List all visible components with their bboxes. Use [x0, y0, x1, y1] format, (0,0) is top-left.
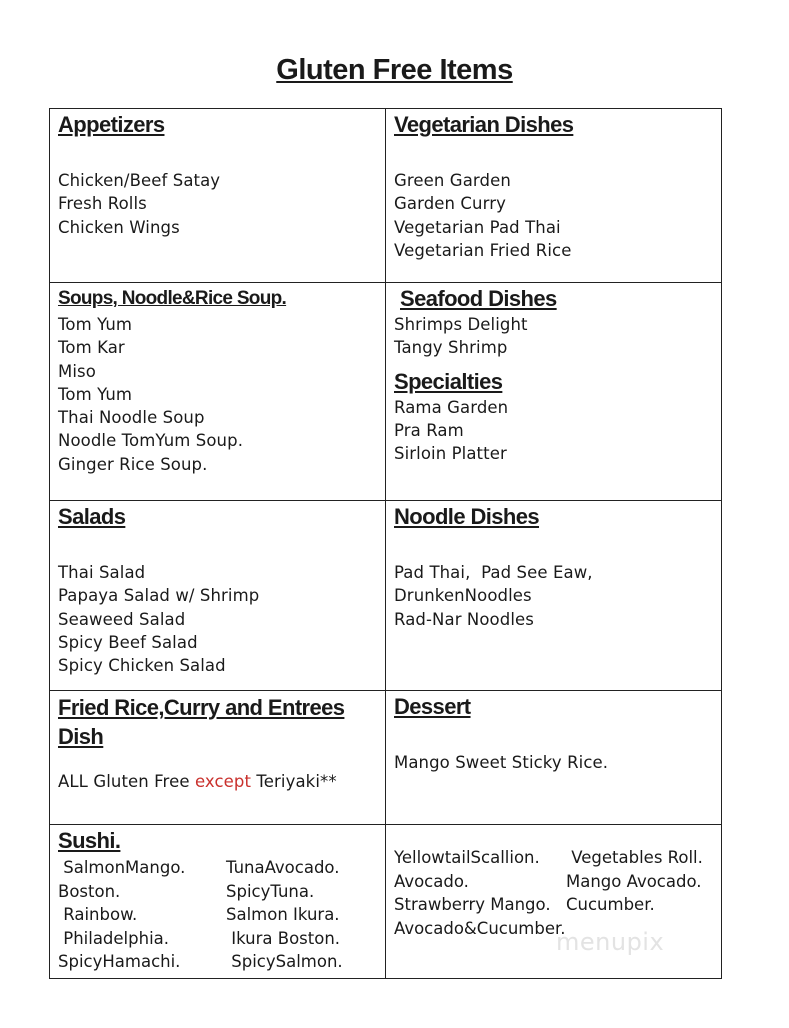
list-item: Cucumber. — [566, 895, 655, 914]
sushi-right-cell — [386, 825, 722, 979]
list-item: Rad-Nar Noodles — [394, 609, 534, 629]
list-item: Tom Kar — [58, 338, 125, 358]
list-item: Avocado&Cucumber. — [394, 918, 566, 938]
vegetarian-cell — [386, 109, 722, 283]
appetizers-heading: Appetizers — [58, 112, 165, 137]
fried-rice-cell — [50, 691, 386, 825]
list-item: Mango Avocado. — [566, 871, 702, 891]
salads-list — [58, 561, 385, 677]
page-title: Gluten Free Items — [276, 54, 513, 86]
list-item: DrunkenNoodles — [394, 586, 532, 606]
list-item: Chicken/Beef Satay — [58, 171, 221, 190]
note-prefix: ALL Gluten Free — [58, 772, 195, 791]
vegetarian-list — [394, 169, 721, 262]
note-suffix: Teriyaki** — [251, 772, 337, 791]
specialties-heading: Specialties — [394, 368, 503, 394]
list-item: Ginger Rice Soup. — [58, 454, 208, 474]
list-item: Strawberry Mango. — [394, 895, 551, 914]
list-item: Tangy Shrimp — [394, 338, 508, 358]
list-item: Papaya Salad w/ Shrimp — [58, 586, 260, 606]
list-item: Shrimps Delight — [394, 315, 528, 334]
list-item: Noodle TomYum Soup. — [58, 431, 244, 451]
noodles-cell — [386, 501, 722, 691]
list-item: Avocado. — [394, 871, 469, 891]
list-item: Vegetables Roll. — [566, 848, 703, 867]
list-item: Rainbow. — [58, 905, 138, 924]
list-item: Chicken Wings — [58, 217, 180, 237]
specialties-list — [394, 396, 721, 466]
list-item: TunaAvocado. — [226, 858, 340, 877]
list-item: Seaweed Salad — [58, 609, 186, 629]
list-item: Green Garden — [394, 171, 511, 190]
soups-cell — [50, 283, 386, 501]
list-item: Spicy Chicken Salad — [58, 656, 226, 676]
sushi-cell — [50, 825, 386, 979]
fried-rice-heading: Fried Rice,Curry and Entrees Dish — [58, 695, 345, 749]
list-item: Thai Salad — [58, 563, 146, 582]
seafood-heading: Seafood Dishes — [400, 286, 557, 311]
list-item: YellowtailScallion. — [394, 848, 540, 867]
list-item: Boston. — [58, 881, 121, 901]
sushi-col-c — [394, 846, 566, 940]
list-item: Fresh Rolls — [58, 194, 147, 214]
salads-cell — [50, 501, 386, 691]
list-item: Pad Thai, Pad See Eaw, — [394, 563, 593, 582]
salads-heading: Salads — [58, 504, 126, 529]
sushi-left-grid — [58, 856, 385, 974]
list-item: Salmon Ikura. — [226, 905, 340, 924]
dessert-cell — [386, 691, 722, 825]
list-item: Vegetarian Fried Rice — [394, 240, 572, 260]
list-item: SpicySalmon. — [226, 952, 343, 971]
dessert-heading: Dessert — [394, 694, 471, 719]
list-item: Miso — [58, 361, 96, 381]
list-item: Sirloin Platter — [394, 444, 507, 464]
list-item: SalmonMango. — [58, 858, 186, 877]
soups-heading: Soups, Noodle&Rice Soup. — [58, 288, 287, 309]
fried-rice-note — [58, 770, 385, 793]
sushi-heading: Sushi. — [58, 828, 121, 853]
list-item: Philadelphia. — [58, 928, 170, 948]
list-item: Garden Curry — [394, 194, 506, 214]
list-item: Ikura Boston. — [226, 928, 341, 948]
menu-table — [49, 108, 722, 979]
soups-list — [58, 313, 385, 476]
watermark-logo: menupix — [556, 928, 665, 956]
seafood-specialties-cell — [386, 283, 722, 501]
list-item: Tom Yum — [58, 315, 133, 334]
list-item: Thai Noodle Soup — [58, 408, 205, 428]
list-item: Rama Garden — [394, 397, 509, 417]
dessert-list — [394, 751, 721, 774]
list-item: SpicyHamachi. — [58, 952, 181, 971]
vegetarian-heading: Vegetarian Dishes — [394, 112, 574, 137]
note-except: except — [194, 772, 252, 791]
list-item: Spicy Beef Salad — [58, 632, 198, 652]
list-item: Pra Ram — [394, 420, 464, 440]
list-item: SpicyTuna. — [226, 881, 315, 901]
list-item: Tom Yum — [58, 384, 133, 404]
sushi-col-d — [566, 846, 722, 940]
list-item: Vegetarian Pad Thai — [394, 217, 561, 237]
list-item: Mango Sweet Sticky Rice. — [394, 753, 609, 772]
sushi-right-grid — [394, 846, 721, 940]
appetizers-list — [58, 169, 385, 239]
sushi-col-b — [226, 856, 386, 974]
sushi-col-a — [58, 856, 226, 974]
seafood-list — [394, 313, 721, 360]
noodles-list — [394, 561, 721, 631]
appetizers-cell — [50, 109, 386, 283]
noodles-heading: Noodle Dishes — [394, 504, 540, 529]
